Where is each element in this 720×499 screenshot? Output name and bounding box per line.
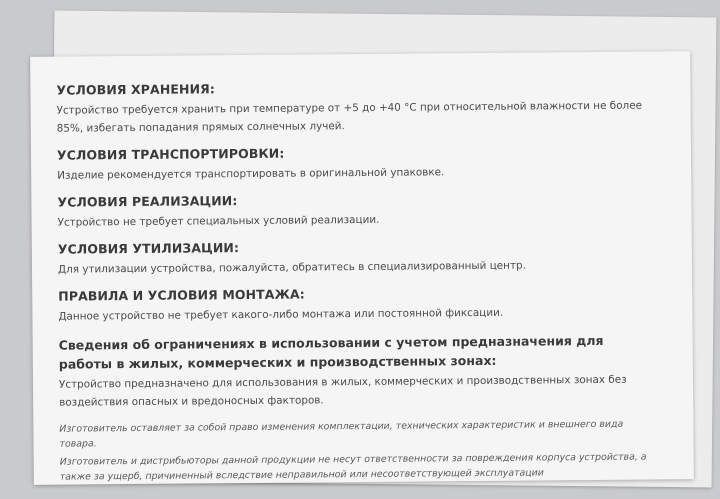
- note-changes: Изготовитель оставляет за собой право изменения комплектации, технических характеристик и внешнего вида товара.: [59, 418, 624, 450]
- section-text: Данное устройство не требует какого-либо монтажа или постоянной фиксации.: [58, 306, 504, 323]
- document-content: [56, 77, 660, 487]
- section-transport: [57, 142, 657, 184]
- section-mounting: [58, 283, 658, 325]
- section-text: Для утилизации устройства, пожалуйста, обратитесь в специализированный центр.: [57, 259, 526, 276]
- section-text: Устройство требуется хранить при температуре от +5 до +40 °С при относительной влажности не более 85%, избегать попадания прямых солнечных лучей.: [56, 99, 643, 135]
- section-title: УСЛОВИЯ ТРАНСПОРТИРОВКИ:: [56, 145, 285, 163]
- section-title: УСЛОВИЯ ХРАНЕНИЯ:: [56, 81, 216, 98]
- section-title: УСЛОВИЯ УТИЛИЗАЦИИ:: [57, 240, 240, 257]
- section-text: Изделие рекомендуется транспортировать в оригинальной упаковке.: [57, 166, 445, 182]
- section-sale: [57, 189, 657, 231]
- section-storage: [56, 77, 656, 137]
- note-liability: Изготовитель и дистрибьюторы данной продукции не несут ответственности за повреждения корпуса устройства, а также за ущерб, причиненный вследствие неправильной или несоответствующей эксплуатации: [59, 451, 647, 483]
- section-disposal: [58, 236, 658, 278]
- restrictions-text: Устройство предназначено для использования в жилых, коммерческих и производственных зонах без воздействия опасных и вредоносных факторов.: [58, 373, 627, 409]
- restrictions-title: Сведения об ограничениях в использовании с учетом предназначения для работы в жилых, коммерческих и производственных зонах:: [58, 332, 604, 372]
- document-sheet: [30, 51, 694, 485]
- section-restrictions: [59, 330, 660, 411]
- section-title: ПРАВИЛА И УСЛОВИЯ МОНТАЖА:: [58, 286, 305, 304]
- section-text: Устройство не требует специальных условий реализации.: [57, 213, 380, 229]
- section-title: УСЛОВИЯ РЕАЛИЗАЦИИ:: [57, 193, 238, 210]
